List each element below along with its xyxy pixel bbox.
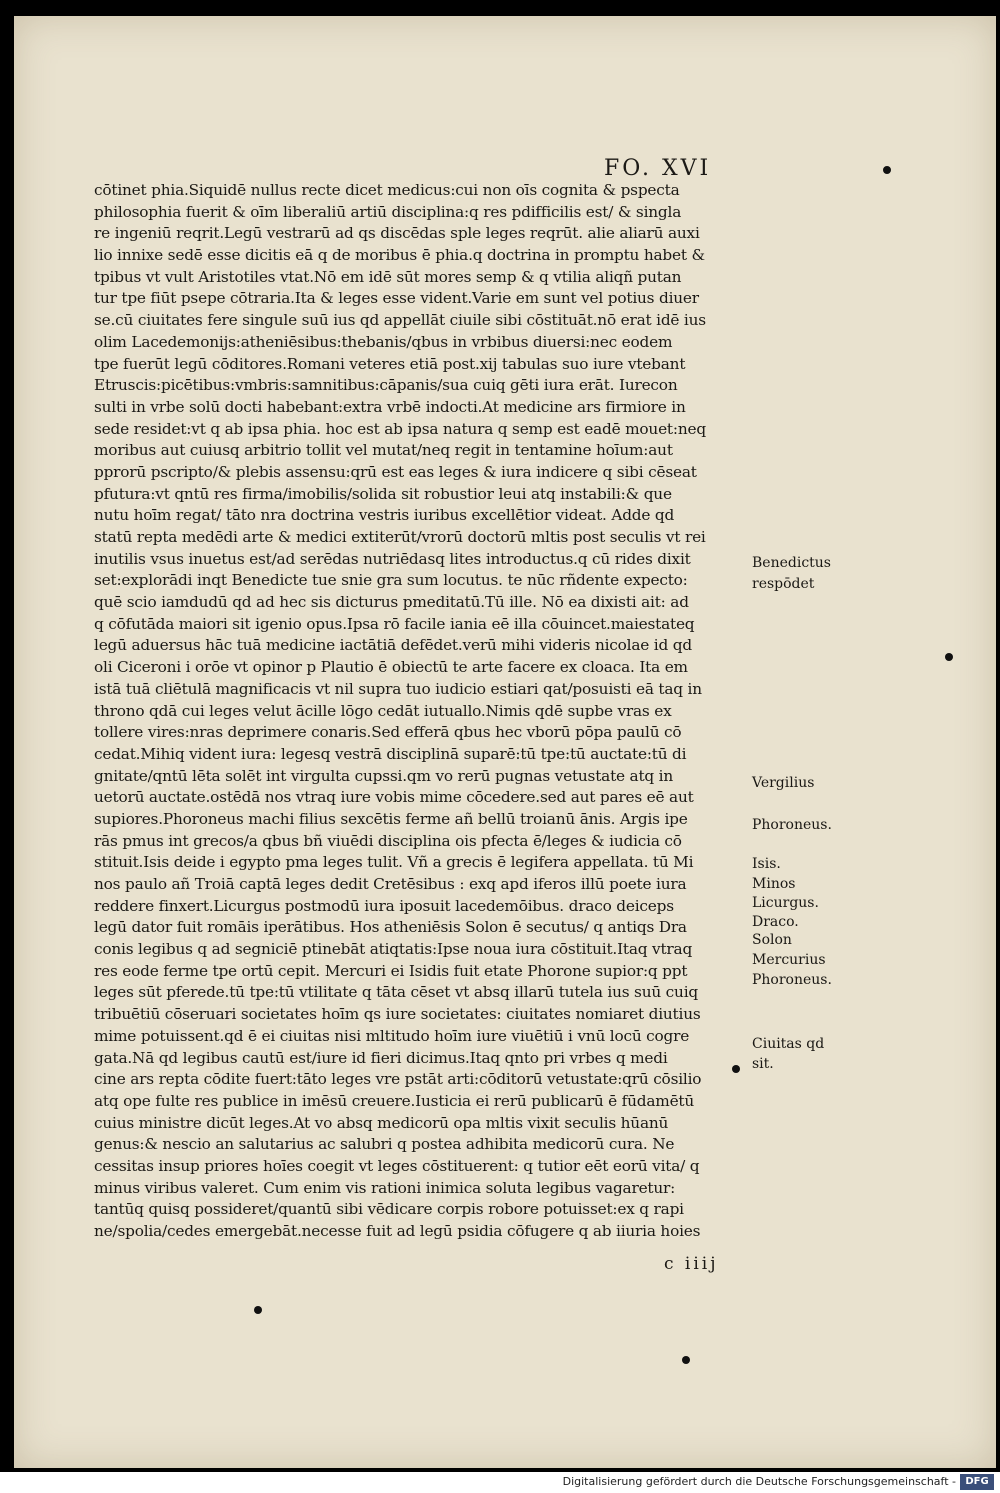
text-line: sede residet:vt q ab ipsa phia. hoc est ab ipsa natura q semp est eadē mouet:neq (94, 419, 706, 438)
text-line: lio innixe sedē esse dicitis eā q de moribus ē phia.q doctrina in promptu habet & (94, 246, 705, 265)
text-line: se.cū ciuitates fere singule suū ius qd appellāt ciuile sibi cōstituāt.nō erat idē ius (94, 311, 706, 330)
signature-mark: c iiij (664, 1254, 719, 1274)
text-line: tpibus vt vult Aristotiles vtat.Nō em idē sūt mores semp & q vtilia aliqñ putan (94, 267, 682, 286)
marginal-note: Benedictus (752, 555, 831, 571)
text-line: statū repta medēdi arte & medici extiterūt/vrorū doctorū mltis post seculis vt rei (94, 528, 706, 546)
text-line: gata.Nā qd legibus cautū est/iure id fieri dicimus.Itaq qnto pri vrbes q medi (94, 1048, 668, 1067)
marginal-note: Phoroneus. (752, 972, 832, 988)
text-line: oli Ciceroni i orōe vt opinor p Plautio ē obiectū te arte facere ex cloaca. Ita em (94, 658, 688, 677)
text-line: cessitas insup priores hoīes coegit vt leges cōstituerent: q tutior eēt eorū vita/ q (94, 1156, 700, 1175)
marginal-note: Mercurius (752, 952, 826, 968)
text-line: genus:& nescio an salutarius ac salubri q postea adhibita medicorū cura. Ne (94, 1135, 675, 1154)
digitization-footer (0, 1472, 1000, 1493)
marginal-note: Minos (752, 876, 796, 892)
marginal-note: sit. (752, 1056, 774, 1072)
text-line: nos paulo añ Troiā captā leges dedit Cretēsibus : exq apd iferos illū poete iura (94, 875, 687, 893)
text-line: pprorū pscripto/& plebis assensu:qrū est eas leges & iura indicere q sibi cēseat (94, 462, 697, 481)
marginal-note: Draco. (752, 914, 799, 930)
text-line: legū aduersus hāc tuā medicine iactātiā defēdet.verū mihi videris nicolae id qd (94, 636, 692, 655)
text-line: tpe fuerūt legū cōditores.Romani veteres etiā post.xij tabulas suo iure vtebant (94, 354, 686, 373)
text-line: re ingeniū reqrit.Legū vestrarū ad qs discēdas sple leges reqrūt. alie aliarū auxi (94, 224, 700, 243)
text-line: nutu hoīm regat/ tāto nra doctrina vestris iuribus excellētior videat. Adde qd (94, 506, 675, 525)
text-line: supiores.Phoroneus machi filius sexcētis ferme añ bellū troianū ānis. Argis ipe (94, 809, 688, 828)
text-line: quē scio iamdudū qd ad hec sis dicturus pmeditatū.Tū ille. Nō ea dixisti ait: ad (94, 593, 689, 612)
marginal-note: Vergilius (752, 775, 815, 791)
text-line: istā tuā cliētulā magnificacis vt nil supra tuo iudicio estiari qat/posuisti eā taq in (94, 679, 702, 698)
text-line: q cōfutāda maiori sit igenio opus.Ipsa rō facile iania eē illa cōuincet.maiestateq (94, 614, 695, 633)
text-line: sulti in vrbe solū docti habebant:extra vrbē indocti.At medicine ars firmiore in (94, 397, 686, 416)
text-line: conis legibus q ad segniciē ptinebāt atiqtatis:Ipse noua iura cōstituit.Itaq vtraq (94, 940, 693, 959)
dfg-logo: DFG (960, 1474, 994, 1490)
text-line: reddere finxert.Licurgus postmodū iura iposuit lacedemōibus. draco deiceps (94, 896, 674, 915)
text-line: atq ope fulte res publice in imēsū creuere.Iusticia ei rerū publicarū ē fūdamētū (94, 1091, 695, 1110)
ink-spot (945, 653, 953, 661)
text-line: cine ars repta cōdite fuert:tāto leges vre pstāt arti:cōditorū vetustate:qrū cōsilio (94, 1070, 702, 1089)
text-line: cuius ministre dicūt leges.At vo absq medicorū opa mltis vixit seculis hūanū (94, 1113, 669, 1132)
book-page (14, 16, 996, 1468)
text-line: cōtinet phia.Siquidē nullus recte dicet medicus:cui non oīs cognita & pspecta (94, 181, 680, 199)
marginal-note: Isis. (752, 856, 781, 872)
main-text-block (94, 180, 774, 1243)
text-line: cedat.Mihiq vident iura: legesq vestrā disciplinā suparē:tū tpe:tū auctate:tū di (94, 744, 687, 763)
ink-spot (254, 1306, 262, 1314)
text-line: res eode ferme tpe ortū cepit. Mercuri ei Isidis fuit etate Phorone supior:q ppt (94, 961, 688, 980)
text-line: uetorū auctate.ostēdā nos vtraq iure vobis mime cōcedere.sed aut pares eē aut (94, 788, 694, 807)
folio-number: FO. XVI (604, 156, 712, 181)
text-line: moribus aut cuiusq arbitrio tollit vel mutat/neq regit in tentamine hoīum:aut (94, 441, 673, 460)
marginal-note: respōdet (752, 576, 815, 592)
marginal-note: Licurgus. (752, 895, 819, 911)
text-line: Etruscis:picētibus:vmbris:samnitibus:cāpanis/sua cuiq gēti iura erāt. Iurecon (94, 376, 678, 395)
text-line: minus viribus valeret. Cum enim vis rationi inimica soluta legibus vagaretur: (94, 1178, 676, 1197)
ink-spot (682, 1356, 690, 1364)
marginal-note: Ciuitas qd (752, 1036, 825, 1052)
text-line: olim Lacedemonijs:atheniēsibus:thebanis/qbus in vrbibus diuersi:nec eodem (94, 332, 673, 351)
text-line: ne/spolia/cedes emergebāt.necesse fuit ad legū psidia cōfugere q ab iiuria hoies (94, 1222, 701, 1240)
marginal-note: Solon (752, 932, 792, 948)
text-line: inutilis vsus inuetus est/ad serēdas nutriēdasq lites introductus.q cū rides dixit (94, 549, 691, 568)
text-line: stituit.Isis deide i egypto pma leges tulit. Vñ a grecis ē legifera appellata. tū Mi (94, 853, 694, 872)
text-line: leges sūt pferede.tū tpe:tū vtilitate q tāta cēset vt absq illarū tutela ius suū cuiq (94, 983, 698, 1002)
text-line: mime potuissent.qd ē ei ciuitas nisi mltitudo hoīm iure viuētiū i vnū locū cogre (94, 1026, 690, 1045)
text-line: tollere vires:nras deprimere conaris.Sed efferā qbus hec vborū pōpa paulū cō (94, 723, 682, 742)
text-line: tribuētiū cōseruari societates hoīm qs iure societates: ciuitates nomiaret diutius (94, 1005, 701, 1024)
text-line: tur tpe fiūt psepe cōtraria.Ita & leges esse vident.Varie em sunt vel potius diuer (94, 289, 699, 308)
marginal-note: Phoroneus. (752, 817, 832, 833)
text-line: set:explorādi inqt Benedicte tue snie gra sum locutus. te nūc rñdente expecto: (94, 571, 688, 590)
footer-credit: Digitalisierung gefördert durch die Deutsche Forschungsgemeinschaft - (562, 1475, 956, 1488)
text-line: legū dator fuit romāis iperātibus. Hos atheniēsis Solon ē secutus/ q antiqs Dra (94, 918, 687, 937)
text-line: pfutura:vt qntū res firma/imobilis/solida sit robustior leui atq instabili:& que (94, 484, 672, 503)
ink-spot (732, 1065, 740, 1073)
text-line: tantūq quisq possideret/quantū sibi vēdicare corpis robore potuisset:ex q rapi (94, 1200, 684, 1219)
text-line: rās pmus int grecos/a qbus bñ viuēdi disciplina ois pfecta ē/leges & iudicia cō (94, 831, 682, 850)
text-line: throno qdā cui leges velut ācille lōgo cedāt iutuallo.Nimis qdē supbe vras ex (94, 701, 672, 720)
text-line: philosophia fuerit & oīm liberaliū artiū disciplina:q res pdifficilis est/ & singla (94, 202, 682, 221)
ink-spot (883, 166, 891, 174)
text-line: gnitate/qntū lēta solēt int virgulta cupssi.qm vo rerū pugnas vetustate atq in (94, 766, 674, 785)
